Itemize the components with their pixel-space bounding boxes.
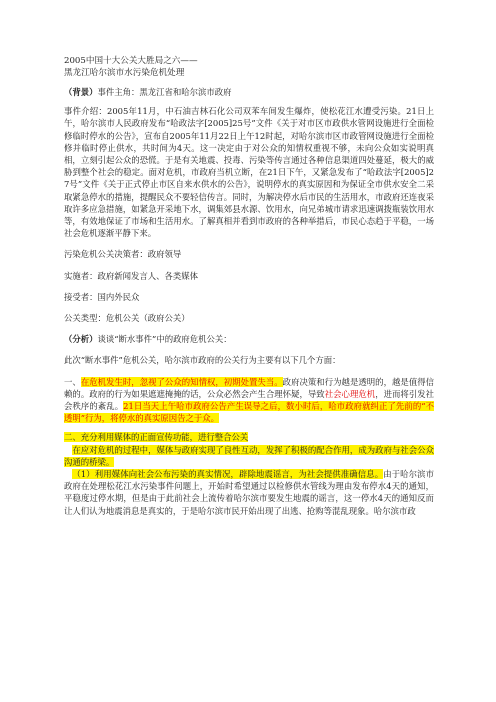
section-two-body: 在应对危机的过程中，媒体与政府实现了良性互动，发挥了积极的配合作用，成为政府与社会公众沟通的桥梁。	[64, 444, 434, 467]
section-one-keyword: 社会心理危机	[324, 388, 376, 399]
doc-title-line2: 黑龙江哈尔滨市水污染危机处理	[64, 67, 185, 78]
background-text: 事件主角：黑龙江省和哈尔滨市政府	[97, 87, 232, 97]
decision-maker: 污染危机公关决策者：政府领导	[64, 249, 182, 260]
analysis-text: 谈谈“断水事件”中的政府危机公关：	[97, 334, 232, 345]
section-one-body-2: ，进而将引发社会秩序的紊乱。	[64, 388, 435, 412]
section-one-number: 一、	[64, 376, 81, 387]
analysis-line	[64, 333, 434, 345]
section-two-item-1-body: 由于哈尔滨市政府在处理松花江水污染事件问题上，开始时希望通过以检修供水管线为理由发布停水4天的通知，平稳度过停水期，但是由于此前社会上流传着哈尔滨市要发生地震的谣言，这一停水4天的通知反而让人们认为地震消息是真实的，于是哈尔滨市民开始出现了出逃、抢购等混乱现象。哈尔滨市政	[64, 469, 435, 516]
pr-type: 公关类型：危机公关（政府公关）	[64, 313, 190, 324]
section-two-item-1	[64, 468, 434, 517]
analysis-tag: （分析）	[64, 334, 98, 345]
section-one	[64, 376, 434, 425]
section-two-heading: 二、充分利用媒体的正面宣传功能，进行整合公关	[64, 432, 249, 443]
background-line	[64, 86, 434, 98]
receiver: 接受者：国内外民众	[64, 291, 140, 302]
section-one-highlight: 21日当天上午哈市政府公告产生误导之后，数小时后，哈市政府就纠正了先前的“不透明”行为，将停水的真实原因告之于众。	[64, 401, 435, 424]
background-tag: （背景）	[64, 87, 98, 97]
event-intro: 事件介绍：2005年11月，中石油吉林石化公司双苯车间发生爆炸，使松花江水遭受污染。21日上午，哈尔滨市人民政府发布“哈政法字[2005]25号”文件《关于对市区市政供水管网设施进行全面检修临时停水的公告》，宣布自2005年11月22日上午12时起，对哈尔滨市区市政管网设施进行全面检修并临时停止供水，共时间为4天。这一决定由于对公众的知情权重视不够，未向公众如实说明真相，立刻引起公众的恐慌。于是有关地震、投毒、污染等传言通过各种信息渠道四处蔓延，极大的威胁到整个社会的稳定。面对危机，市政府当机立断，在21日下午，又紧急发布了“哈政法字[2005]27号”文件《关于正式停止市区自来水供水的公告》，说明停水的真实原因和为保证全市供水安全二采取紧急停水的措施，提醒民众不要轻信传言。同时，为解决停水后市民的生活用水，市政府还连夜采取许多应急措施，如紧急开采地下水，调集郊县水源、饮用水，向兄弟城市请求迅速调拨瓶装饮用水等，有效地保证了市场和生活用水。了解真相并看到市政府的各种举措后，市民心态趋于平稳，一场社会危机逐渐平静下来。	[64, 106, 434, 239]
implementer: 实施者：政府新闻发言人、各类媒体	[64, 270, 198, 281]
section-one-heading: 在危机发生时，忽视了公众的知情权，初期处置失当。	[80, 376, 283, 387]
analysis-intro: 此次“断水事件”危机公关，哈尔滨市政府的公关行为主要有以下几个方面：	[64, 355, 341, 366]
section-one-body: 政府决策和行为越是透明的，越是值得信赖的。政府的行为如果遮遮掩掩的话，公众必然会产生合理怀疑，导致	[64, 376, 435, 399]
section-two-item-1-highlight: （1）利用媒体向社会公布污染的真实情况，辟除地震谣言，为社会提供准确信息。	[72, 469, 384, 480]
doc-title-line1: 2005中国十大公关大胜局之六——	[64, 56, 198, 66]
